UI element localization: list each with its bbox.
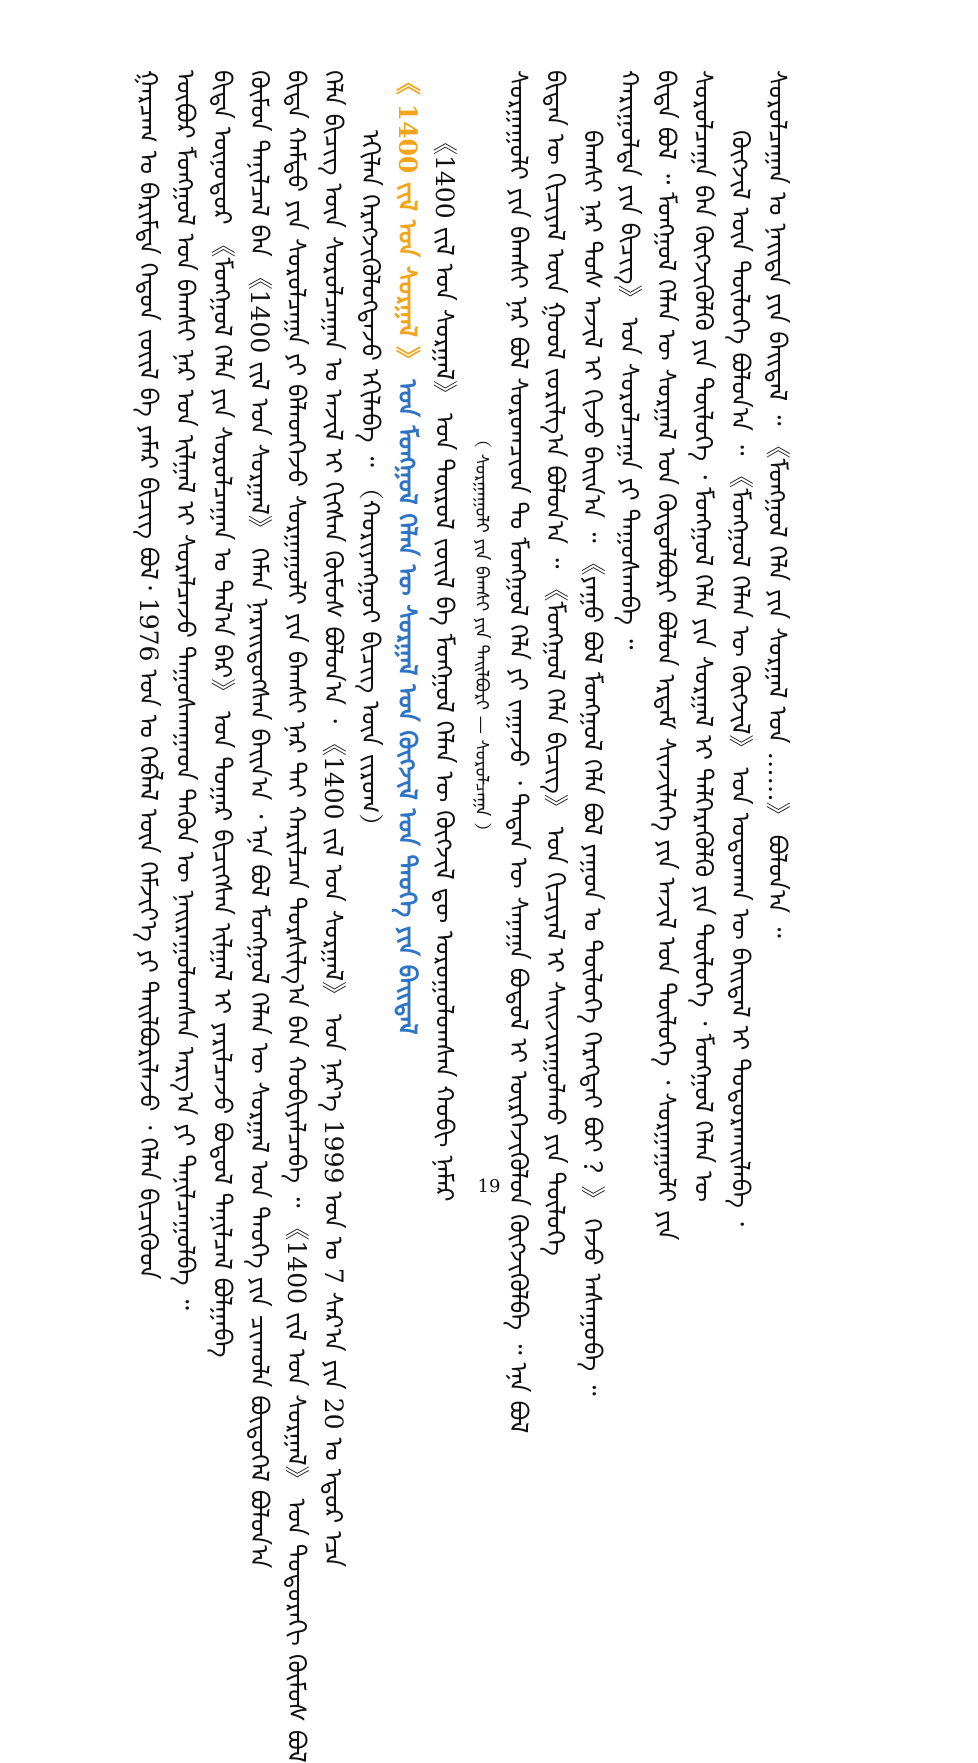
text-column: ᠬᠡᠯᠡ ᠪᠢᠴᠢᠭ ᠦᠨ ᠰᠤᠷᠤᠯᠴᠠᠭᠠᠨ ᠤ ᠠᠵᠢᠯ ᠢ ᠬᠢᠭᠰᠡᠨ ᠬᠦᠮᠦᠰ ᠪᠣᠯᠤᠨ᠎ᠠ ᠂ 《1400 ᠵᠢᠯ ᠤᠨ ᠰᠤᠷᠭᠠᠯ》 ᠤᠨ ᠨᠡᠷ᠎ᠡ 1999 ᠣᠨ ᠤ 7 ᠰᠠᠷ᠎ᠠ ᠶᠢᠨ 20 ᠤ ᠡᠳᠦᠷ ᠡᠴᠡ [319, 70, 348, 1568]
text-column: ᠪᠠᠭᠰᠢ ᠨᠠᠷ ᠲᠤᠰ ᠠᠵᠢᠯ ᠢ ᠬᠢᠵᠦ ᠪᠠᠢᠨ᠎ᠠ ᠃ 《ᠶᠠᠭᠤ ᠪᠣᠯ ᠮᠣᠩᠭᠣᠯ ᠬᠡᠯᠡ ᠪᠣᠯ ᠶᠠᠭᠤᠨ ᠤ ᠲᠥᠯᠥᠭᠡ ᠬᠡᠷᠡᠭᠲᠡᠢ ᠪᠣᠢ ？》 ᠭᠡᠵᠦ ᠠᠰᠠᠭᠤᠪᠠ ᠃ [578, 130, 607, 1396]
heading-year-suffix: ᠵᠢᠯ ᠤᠨ ᠰᠤᠷᠭᠠᠯ [393, 182, 422, 338]
text-column: ᠥᠪᠥᠷ ᠮᠣᠩᠭᠣᠯ ᠤᠨ ᠪᠠᠭᠰᠢ ᠨᠠᠷ ᠤᠨ ᠢᠯᠭᠠᠯ ᠢ ᠰᠤᠷᠠᠯᠴᠠᠵᠤ ᠳᠠᠭᠤᠰᠬᠠᠭᠠᠳ ᠲᠡᠭᠦᠨ ᠦ ᠨᠠᠢᠷᠠᠭᠤᠯᠤᠭᠰᠠᠨ ᠠᠷᠭ᠎ᠠ ᠶᠢ ᠲᠠᠨᠢᠯᠴᠠᠭᠤᠯᠪᠠ ᠃ [171, 70, 200, 1310]
text-column: ᠪᠢᠳᠡᠨ ᠦ ᠬᠢᠴᠢᠶᠡᠯ ᠦᠨ ᠭᠣᠣᠯ ᠵᠣᠷᠢᠯᠭ᠎ᠠ ᠪᠣᠯᠤᠨ᠎ᠠ ᠃ 《ᠮᠣᠩᠭᠣᠯ ᠬᠡᠯᠡ ᠪᠢᠴᠢᠭ》 ᠤᠨ ᠬᠢᠴᠢᠶᠡᠯ ᠢ ᠰᠠᠢᠵᠢᠷᠠᠭᠤᠯᠬᠤ ᠶᠢᠨ ᠲᠥᠯᠥᠭᠡ [541, 70, 570, 1256]
heading-title: ᠤᠨ ᠮᠣᠩᠭᠣᠯ ᠬᠡᠯᠡᠨ ᠦ ᠰᠤᠷᠭᠠᠯ ᠤᠨ ᠬᠥᠭᠵᠢᠯ ᠤᠨ ᠲᠡᠦᠬᠡ ᠶᠢᠨ ᠪᠠᠢᠳᠠᠯ [393, 379, 422, 1035]
source-note: （ ᠰᠤᠷᠭᠠᠭᠤᠯᠢ ᠶᠢᠨ ᠪᠠᠭᠰᠢ ᠶᠢᠨ ᠲᠠᠢᠯᠪᠤᠷᠢ — ᠰᠤᠷᠤᠯᠴᠠᠭᠠ ） [471, 429, 492, 841]
page-number: 19 [477, 1176, 501, 1197]
text-column: ᠰᠤᠷᠤᠯᠴᠠᠭᠠᠨ ᠤ ᠨᠡᠢᠲᠡ ᠶᠢᠨ ᠪᠠᠢᠳᠠᠯ ᠃ 《ᠮᠣᠩᠭᠣᠯ ᠬᠡᠯᠡ ᠶᠢᠨ ᠰᠤᠷᠭᠠᠯ ᠤᠨ ……》 ᠪᠣᠯᠤᠨ᠎ᠠ ᠃ [763, 70, 792, 938]
text-column: ᠬᠠᠷᠢᠭᠤᠯᠲᠠ ᠶᠢᠨ ᠪᠢᠴᠢᠭ》 ᠤᠨ ᠰᠤᠷᠤᠯᠴᠠᠭᠠ ᠶᠢ ᠳᠠᠭᠤᠰᠬᠠᠪᠠ ᠃ [615, 70, 644, 650]
text-column: ᠪᠢᠳᠡ ᠥᠨᠥᠳᠦᠷ 《ᠮᠣᠩᠭᠣᠯ ᠬᠡᠯᠡ ᠶᠢᠨ ᠰᠤᠷᠤᠯᠴᠠᠭᠠᠨ ᠤ ᠲᠠᠯ᠎ᠠ ᠪᠠᠷ》 ᠤᠨ ᠳᠤᠭᠠᠷ ᠪᠢᠴᠢᠭᠰᠡᠨ ᠢᠯᠭᠠᠯ ᠢ ᠶᠠᠷᠢᠯᠴᠠᠵᠤ ᠪᠣᠳᠣᠯ ᠲᠠᠨᠢᠯᠴᠠᠯ ᠪᠣᠯᠭᠠᠪᠠ [208, 70, 237, 1358]
text-column: ᠰᠤᠷᠤᠯᠴᠠᠭᠠ ᠪᠠᠨ ᠬᠥᠭᠵᠢᠭᠦᠯᠬᠦ ᠶᠢᠨ ᠲᠥᠯᠥᠭᠡ ᠂ ᠮᠣᠩᠭᠣᠯ ᠬᠡᠯᠡ ᠶᠢᠨ ᠰᠤᠷᠭᠠᠯ ᠢ ᠳᠡᠯᠭᠡᠷᠡᠭᠦᠯᠬᠦ ᠶᠢᠨ ᠲᠥᠯᠥᠭᠡ ᠂ ᠮᠣᠩᠭᠣᠯ ᠬᠡᠯᠡᠨ ᠦ [689, 70, 718, 1203]
section-heading [389, 70, 426, 1200]
text-column: ᠪᠢᠳᠡ ᠬᠠᠮᠲᠤ ᠶᠢᠨ ᠰᠤᠷᠤᠯᠴᠠᠭᠠ ᠶᠢ ᠪᠡᠯᠡᠳᠬᠡᠵᠦ ᠰᠤᠷᠭᠠᠭᠤᠯᠢ ᠶᠢᠨ ᠪᠠᠭᠰᠢ ᠨᠠᠷ ᠲᠠᠢ ᠬᠠᠷᠢᠯᠴᠠᠨ ᠲᠤᠷᠰᠢᠯᠭ᠎ᠠ ᠪᠠᠨ ᠬᠤᠪᠢᠶᠠᠯᠴᠠᠪᠠ ᠃ 《1400 ᠵᠢᠯ ᠤᠨ ᠰᠤᠷᠭᠠᠯ》 ᠤᠨ ᠳᠣᠲᠣᠷᠠᠬᠢ ᠬᠦᠮᠦᠰ ᠪᠣᠯ [282, 70, 311, 1763]
text-column: ᠬᠦᠮᠦᠨ ᠲᠠᠨᠢᠯᠴᠠᠯ ᠪᠠᠨ 《1400 ᠵᠢᠯ ᠤᠨ ᠰᠤᠷᠭᠠᠯ》 ᠬᠡᠮᠡᠨ ᠨᠡᠷᠡᠢᠳᠦᠭᠰᠡᠨ ᠪᠠᠢᠨ᠎ᠠ ᠂ ᠡᠨᠡ ᠪᠣᠯ ᠮᠣᠩᠭᠣᠯ ᠬᠡᠯᠡᠨ ᠦ ᠰᠤᠷᠭᠠᠯ ᠤᠨ ᠲᠡᠦᠬᠡ ᠶᠢᠨ ᠴᠢᠬᠤᠯᠠ ᠪᠦᠲᠦᠭᠡᠯ ᠪᠣᠯᠤᠨ᠎ᠠ [245, 70, 274, 1569]
text-column: ᠪᠢᠳᠡ ᠪᠣᠯ ᠃ ᠮᠣᠩᠭᠣᠯ ᠬᠡᠯᠡᠨ ᠦ ᠰᠤᠷᠭᠠᠯ ᠤᠨ ᠬᠥᠲᠥᠯᠪᠦᠷᠢ ᠪᠣᠯᠤᠨ ᠡᠷᠳᠡᠮ ᠰᠢᠨᠵᠢᠯᠡᠭᠡ ᠶᠢᠨ ᠠᠵᠢᠯ ᠤᠨ ᠲᠥᠯᠥᠭᠡ ᠂ ᠰᠤᠷᠭᠠᠭᠤᠯᠢ ᠶᠢᠨ [652, 70, 681, 1241]
heading-year: 1400 [393, 103, 422, 174]
text-column: ᠰᠤᠷᠭᠠᠭᠤᠯᠢ ᠶᠢᠨ ᠪᠠᠭᠰᠢ ᠨᠠᠷ ᠪᠣᠯ ᠰᠤᠷᠤᠭᠴᠢᠳ ᠲᠤ ᠮᠣᠩᠭᠣᠯ ᠬᠡᠯᠡ ᠶᠢ ᠵᠠᠭᠠᠵᠤ ᠂ ᠲᠡᠳᠡᠨ ᠦ ᠰᠠᠨᠠᠭᠠ ᠪᠣᠳᠣᠯ ᠢ ᠥᠷᠭᠡᠵᠢᠭᠦᠯᠦᠨ ᠬᠥᠭᠵᠢᠭᠦᠯᠪᠡ ᠃ ᠡᠨᠡ ᠪᠣᠯ [504, 70, 533, 1434]
heading-open-quote: 《 [393, 70, 422, 96]
vertical-mongolian-text-body [130, 70, 850, 1763]
heading-close-quote: 》 [393, 345, 422, 371]
text-column: ᠭᠠᠷᠴᠠᠭ ᠤ ᠪᠠᠷᠢᠮᠲᠠ ᠬᠡᠳᠦᠨ ᠵᠦᠢᠯ ᠪᠠ ᠶᠠᠮᠠᠷ ᠪᠢᠴᠢᠭ ᠪᠣᠯ᠂ 1976 ᠣᠨ ᠤ ᠬᠡᠪᠯᠡᠯ ᠦᠨ ᠬᠡᠮᠵᠢᠶ᠎ᠡ ᠶᠢ ᠲᠠᠢᠯᠪᠤᠷᠢᠯᠠᠵᠤ ᠂ ᠬᠡᠯᠡᠨ ᠪᠢᠴᠢᠭᠦᠳ [134, 70, 163, 1280]
text-column: ᠬᠥᠭᠵᠢᠯ ᠦᠨ ᠲᠥᠯᠥᠭᠡ ᠪᠣᠯᠤᠨ᠎ᠠ ᠃ 《ᠮᠣᠩᠭᠣᠯ ᠬᠡᠯᠡᠨ ᠦ ᠬᠥᠭᠵᠢᠯ》 ᠤᠨ ᠣᠳᠣᠬᠠᠨ ᠦ ᠪᠠᠢᠳᠠᠯ ᠢ ᠲᠣᠳᠣᠷᠬᠠᠢᠯᠠᠪᠠ ᠂ [726, 130, 755, 1227]
text-column: ᠡᠬᠢᠯᠡᠨ ᠬᠡᠷᠡᠭᠵᠢᠭᠦᠯᠦᠭᠳᠡᠵᠦ ᠡᠬᠢᠯᠡᠪᠡ ᠃ （ᠬᠤᠷᠢᠶᠠᠩᠭᠤᠢ ᠪᠢᠴᠢᠭ ᠦᠨ ᠵᠢᠷᠤᠭ） [356, 130, 385, 839]
text-column: 《1400 ᠵᠢᠯ ᠤᠨ ᠰᠤᠷᠭᠠᠯ》 ᠤᠨ ᠲᠥᠷᠥᠯ ᠵᠦᠢᠯ ᠪᠠ ᠮᠣᠩᠭᠣᠯ ᠬᠡᠯᠡᠨ ᠦ ᠬᠥᠭᠵᠢᠯ ᠳᠦ ᠣᠷᠤᠭᠤᠯᠤᠭᠰᠠᠨ ᠬᠤᠪᠢ ᠨᠡᠮᠡᠷ [430, 130, 459, 1202]
